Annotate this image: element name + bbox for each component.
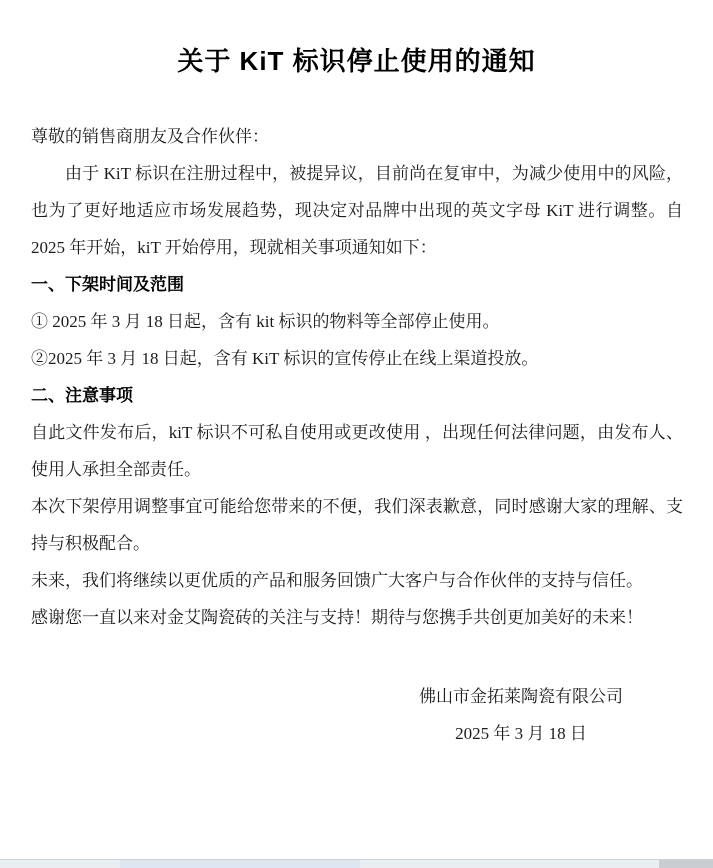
intro-paragraph: 由于 KiT 标识在注册过程中，被提异议，目前尚在复审中，为减少使用中的风险，也为了更好地适应市场发展趋势，现决定对品牌中出现的英文字母 KiT 进行调整。自 2025 年开始，kiT 开始停用，现就相关事项通知如下： <box>31 164 683 257</box>
document-body <box>0 118 713 752</box>
section2-paragraph-4: 感谢您一直以来对金艾陶瓷砖的关注与支持！期待与您携手共创更加美好的未来！ <box>31 608 643 627</box>
section2-paragraph-1: 自此文件发布后，kiT 标识不可私自使用或更改使用 ，出现任何法律问题，由发布人、使用人承担全部责任。 <box>31 423 683 479</box>
section1-heading: 一、下架时间及范围 <box>31 275 184 294</box>
section2-heading: 二、注意事项 <box>31 386 133 405</box>
section1-item-1: ① 2025 年 3 月 18 日起，含有 kit 标识的物料等全部停止使用。 <box>31 312 500 331</box>
section2-paragraph-3: 未来，我们将继续以更优质的产品和服务回馈广大客户与合作伙伴的支持与信任。 <box>31 571 643 590</box>
section2-paragraph-2: 本次下架停用调整事宜可能给您带来的不便，我们深表歉意，同时感谢大家的理解、支持与积极配合。 <box>31 497 683 553</box>
bottom-edge-highlight <box>120 860 360 868</box>
greeting-line: 尊敬的销售商朋友及合作伙伴： <box>31 127 269 146</box>
window-bottom-edge <box>0 859 713 868</box>
document-title: 关于 KiT 标识停止使用的通知 <box>177 46 536 76</box>
signature-block <box>419 678 623 752</box>
section1-item-2: ②2025 年 3 月 18 日起，含有 KiT 标识的宣传停止在线上渠道投放。 <box>31 349 539 368</box>
signature-date: 2025 年 3 月 18 日 <box>455 724 587 743</box>
bottom-edge-shadow <box>659 860 713 868</box>
signature-company: 佛山市金拓莱陶瓷有限公司 <box>419 687 623 706</box>
